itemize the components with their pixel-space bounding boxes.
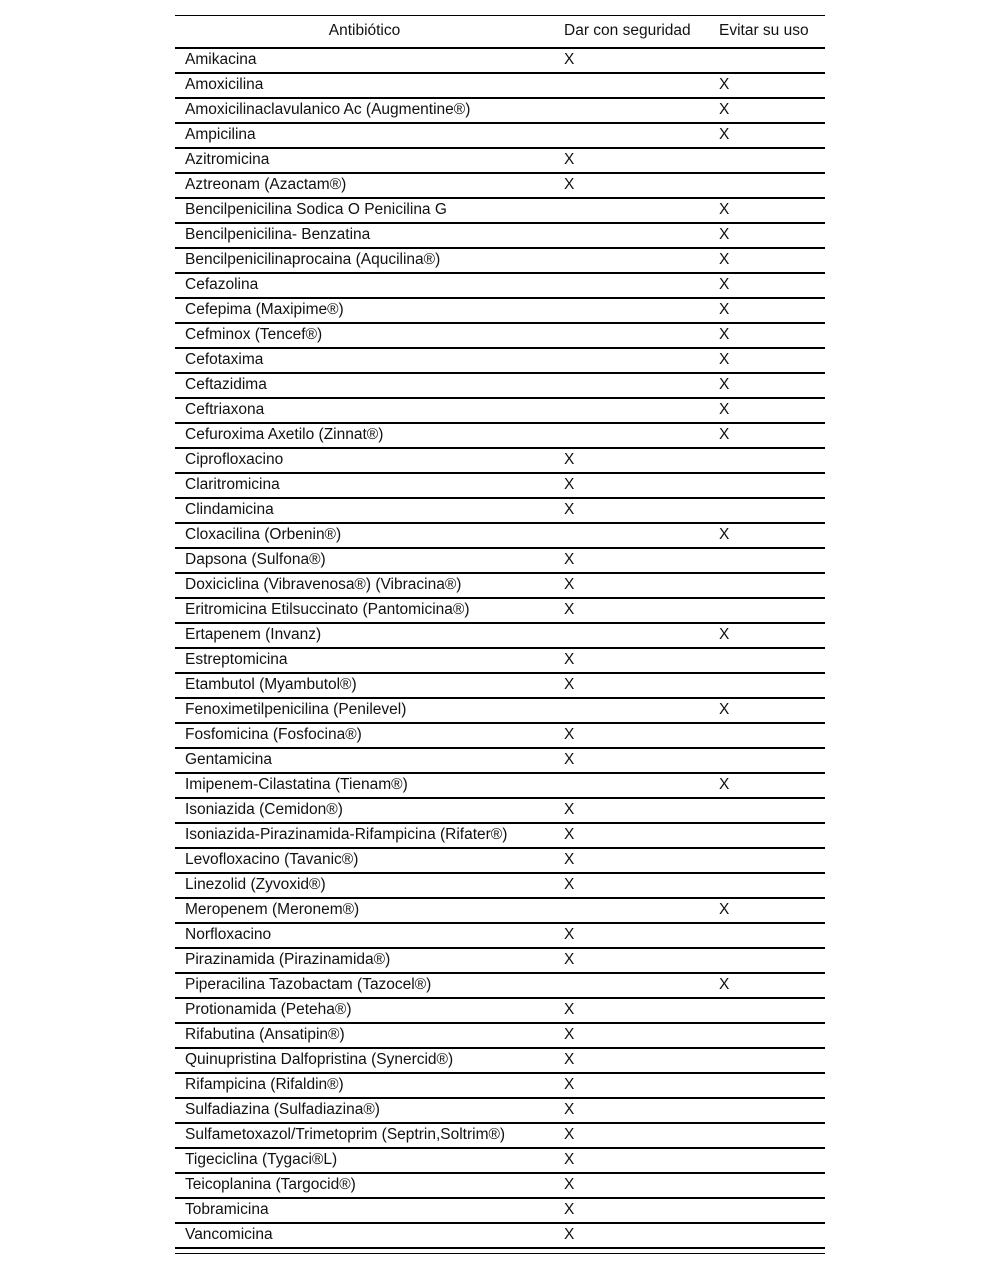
avoid-mark-cell: X bbox=[709, 373, 825, 398]
table-row bbox=[175, 448, 825, 473]
table-row bbox=[175, 148, 825, 173]
antibiotic-name-cell: Norfloxacino bbox=[175, 923, 554, 948]
avoid-mark-cell bbox=[709, 648, 825, 673]
avoid-mark-cell bbox=[709, 148, 825, 173]
antibiotic-name-cell: Tobramicina bbox=[175, 1198, 554, 1223]
safe-mark-cell: X bbox=[554, 848, 709, 873]
safe-mark-cell: X bbox=[554, 1023, 709, 1048]
safe-mark-cell bbox=[554, 298, 709, 323]
safe-mark-cell: X bbox=[554, 648, 709, 673]
safe-mark-cell bbox=[554, 523, 709, 548]
table-row bbox=[175, 198, 825, 223]
antibiotic-name-cell: Pirazinamida (Pirazinamida®) bbox=[175, 948, 554, 973]
column-header-safe: Dar con seguridad bbox=[554, 16, 709, 48]
avoid-mark-cell bbox=[709, 498, 825, 523]
antibiotic-name-cell: Cefminox (Tencef®) bbox=[175, 323, 554, 348]
table-row bbox=[175, 248, 825, 273]
table-header bbox=[175, 16, 825, 48]
avoid-mark-cell bbox=[709, 1098, 825, 1123]
safe-mark-cell: X bbox=[554, 798, 709, 823]
antibiotic-name-cell: Amoxicilina bbox=[175, 73, 554, 98]
antibiotic-name-cell: Rifabutina (Ansatipin®) bbox=[175, 1023, 554, 1048]
antibiotic-name-cell: Sulfadiazina (Sulfadiazina®) bbox=[175, 1098, 554, 1123]
antibiotic-name-cell: Ciprofloxacino bbox=[175, 448, 554, 473]
table-row bbox=[175, 398, 825, 423]
safe-mark-cell: X bbox=[554, 823, 709, 848]
antibiotic-name-cell: Dapsona (Sulfona®) bbox=[175, 548, 554, 573]
safe-mark-cell: X bbox=[554, 448, 709, 473]
avoid-mark-cell: X bbox=[709, 123, 825, 148]
safe-mark-cell: X bbox=[554, 1123, 709, 1148]
table-row bbox=[175, 773, 825, 798]
safe-mark-cell bbox=[554, 898, 709, 923]
safe-mark-cell: X bbox=[554, 1223, 709, 1248]
antibiotic-name-cell: Ceftazidima bbox=[175, 373, 554, 398]
table-row bbox=[175, 823, 825, 848]
table-bottom-rule bbox=[175, 1253, 825, 1254]
avoid-mark-cell: X bbox=[709, 98, 825, 123]
avoid-mark-cell bbox=[709, 673, 825, 698]
safe-mark-cell: X bbox=[554, 1048, 709, 1073]
safe-mark-cell: X bbox=[554, 1073, 709, 1098]
avoid-mark-cell bbox=[709, 723, 825, 748]
safe-mark-cell bbox=[554, 973, 709, 998]
safe-mark-cell: X bbox=[554, 598, 709, 623]
avoid-mark-cell bbox=[709, 798, 825, 823]
antibiotic-name-cell: Sulfametoxazol/Trimetoprim (Septrin,Soltrim®) bbox=[175, 1123, 554, 1148]
table-row bbox=[175, 523, 825, 548]
antibiotic-name-cell: Fenoximetilpenicilina (Penilevel) bbox=[175, 698, 554, 723]
avoid-mark-cell bbox=[709, 1048, 825, 1073]
table-row bbox=[175, 1048, 825, 1073]
antibiotic-name-cell: Piperacilina Tazobactam (Tazocel®) bbox=[175, 973, 554, 998]
table-row bbox=[175, 348, 825, 373]
table-row bbox=[175, 648, 825, 673]
safe-mark-cell bbox=[554, 398, 709, 423]
safe-mark-cell bbox=[554, 73, 709, 98]
antibiotic-name-cell: Doxiciclina (Vibravenosa®) (Vibracina®) bbox=[175, 573, 554, 598]
table-row bbox=[175, 723, 825, 748]
avoid-mark-cell bbox=[709, 448, 825, 473]
avoid-mark-cell: X bbox=[709, 773, 825, 798]
avoid-mark-cell bbox=[709, 823, 825, 848]
antibiotic-name-cell: Claritromicina bbox=[175, 473, 554, 498]
avoid-mark-cell: X bbox=[709, 223, 825, 248]
table-row bbox=[175, 423, 825, 448]
table-row bbox=[175, 1098, 825, 1123]
safe-mark-cell bbox=[554, 373, 709, 398]
avoid-mark-cell bbox=[709, 923, 825, 948]
antibiotic-name-cell: Meropenem (Meronem®) bbox=[175, 898, 554, 923]
table-row bbox=[175, 998, 825, 1023]
safe-mark-cell: X bbox=[554, 948, 709, 973]
avoid-mark-cell bbox=[709, 1023, 825, 1048]
antibiotic-safety-table bbox=[175, 15, 825, 1249]
safe-mark-cell bbox=[554, 348, 709, 373]
table-row bbox=[175, 323, 825, 348]
avoid-mark-cell: X bbox=[709, 198, 825, 223]
antibiotic-name-cell: Bencilpenicilina- Benzatina bbox=[175, 223, 554, 248]
avoid-mark-cell bbox=[709, 473, 825, 498]
antibiotic-name-cell: Amoxicilinaclavulanico Ac (Augmentine®) bbox=[175, 98, 554, 123]
avoid-mark-cell bbox=[709, 873, 825, 898]
table-row bbox=[175, 1223, 825, 1248]
table-row bbox=[175, 623, 825, 648]
avoid-mark-cell bbox=[709, 548, 825, 573]
safe-mark-cell bbox=[554, 223, 709, 248]
safe-mark-cell: X bbox=[554, 48, 709, 73]
safe-mark-cell bbox=[554, 623, 709, 648]
table-row bbox=[175, 298, 825, 323]
table-row bbox=[175, 123, 825, 148]
avoid-mark-cell bbox=[709, 1173, 825, 1198]
avoid-mark-cell: X bbox=[709, 298, 825, 323]
antibiotic-name-cell: Isoniazida (Cemidon®) bbox=[175, 798, 554, 823]
safe-mark-cell: X bbox=[554, 148, 709, 173]
header-row bbox=[175, 16, 825, 48]
table-row bbox=[175, 1023, 825, 1048]
antibiotic-name-cell: Cefuroxima Axetilo (Zinnat®) bbox=[175, 423, 554, 448]
table-row bbox=[175, 473, 825, 498]
table-row bbox=[175, 1173, 825, 1198]
avoid-mark-cell: X bbox=[709, 323, 825, 348]
antibiotic-name-cell: Bencilpenicilinaprocaina (Aqucilina®) bbox=[175, 248, 554, 273]
safe-mark-cell: X bbox=[554, 723, 709, 748]
table-row bbox=[175, 923, 825, 948]
antibiotic-name-cell: Cefepima (Maxipime®) bbox=[175, 298, 554, 323]
table-row bbox=[175, 373, 825, 398]
avoid-mark-cell bbox=[709, 848, 825, 873]
table-row bbox=[175, 1123, 825, 1148]
table-row bbox=[175, 1073, 825, 1098]
safe-mark-cell bbox=[554, 273, 709, 298]
antibiotic-name-cell: Cefazolina bbox=[175, 273, 554, 298]
safe-mark-cell: X bbox=[554, 873, 709, 898]
avoid-mark-cell: X bbox=[709, 273, 825, 298]
antibiotic-name-cell: Protionamida (Peteha®) bbox=[175, 998, 554, 1023]
table-row bbox=[175, 598, 825, 623]
avoid-mark-cell bbox=[709, 48, 825, 73]
table-row bbox=[175, 698, 825, 723]
safe-mark-cell bbox=[554, 198, 709, 223]
table-row bbox=[175, 873, 825, 898]
safe-mark-cell bbox=[554, 423, 709, 448]
avoid-mark-cell: X bbox=[709, 973, 825, 998]
avoid-mark-cell: X bbox=[709, 623, 825, 648]
safe-mark-cell: X bbox=[554, 998, 709, 1023]
avoid-mark-cell: X bbox=[709, 523, 825, 548]
column-header-avoid: Evitar su uso bbox=[709, 16, 825, 48]
safe-mark-cell: X bbox=[554, 173, 709, 198]
column-header-antibiotic: Antibiótico bbox=[175, 16, 554, 48]
safe-mark-cell bbox=[554, 698, 709, 723]
avoid-mark-cell: X bbox=[709, 423, 825, 448]
safe-mark-cell: X bbox=[554, 548, 709, 573]
table-row bbox=[175, 173, 825, 198]
safe-mark-cell: X bbox=[554, 673, 709, 698]
avoid-mark-cell bbox=[709, 1123, 825, 1148]
antibiotic-name-cell: Levofloxacino (Tavanic®) bbox=[175, 848, 554, 873]
avoid-mark-cell bbox=[709, 1223, 825, 1248]
antibiotic-name-cell: Vancomicina bbox=[175, 1223, 554, 1248]
antibiotic-name-cell: Quinupristina Dalfopristina (Synercid®) bbox=[175, 1048, 554, 1073]
table-row bbox=[175, 748, 825, 773]
antibiotic-name-cell: Cefotaxima bbox=[175, 348, 554, 373]
antibiotic-name-cell: Estreptomicina bbox=[175, 648, 554, 673]
safe-mark-cell: X bbox=[554, 1198, 709, 1223]
safe-mark-cell: X bbox=[554, 923, 709, 948]
antibiotic-name-cell: Imipenem-Cilastatina (Tienam®) bbox=[175, 773, 554, 798]
table-row bbox=[175, 1148, 825, 1173]
safe-mark-cell: X bbox=[554, 473, 709, 498]
avoid-mark-cell bbox=[709, 748, 825, 773]
safe-mark-cell: X bbox=[554, 748, 709, 773]
antibiotic-name-cell: Cloxacilina (Orbenin®) bbox=[175, 523, 554, 548]
table-row bbox=[175, 573, 825, 598]
avoid-mark-cell: X bbox=[709, 348, 825, 373]
safe-mark-cell: X bbox=[554, 1148, 709, 1173]
avoid-mark-cell bbox=[709, 948, 825, 973]
safe-mark-cell bbox=[554, 248, 709, 273]
antibiotic-name-cell: Ceftriaxona bbox=[175, 398, 554, 423]
avoid-mark-cell bbox=[709, 998, 825, 1023]
antibiotic-name-cell: Tigeciclina (Tygaci®L) bbox=[175, 1148, 554, 1173]
antibiotic-name-cell: Bencilpenicilina Sodica O Penicilina G bbox=[175, 198, 554, 223]
table-row bbox=[175, 948, 825, 973]
antibiotic-name-cell: Fosfomicina (Fosfocina®) bbox=[175, 723, 554, 748]
avoid-mark-cell: X bbox=[709, 698, 825, 723]
safe-mark-cell: X bbox=[554, 1173, 709, 1198]
safe-mark-cell: X bbox=[554, 1098, 709, 1123]
antibiotic-name-cell: Ertapenem (Invanz) bbox=[175, 623, 554, 648]
table-row bbox=[175, 48, 825, 73]
antibiotic-name-cell: Ampicilina bbox=[175, 123, 554, 148]
avoid-mark-cell: X bbox=[709, 398, 825, 423]
antibiotic-name-cell: Teicoplanina (Targocid®) bbox=[175, 1173, 554, 1198]
antibiotic-name-cell: Clindamicina bbox=[175, 498, 554, 523]
table-row bbox=[175, 223, 825, 248]
table-row bbox=[175, 73, 825, 98]
table-row bbox=[175, 898, 825, 923]
avoid-mark-cell bbox=[709, 1198, 825, 1223]
avoid-mark-cell: X bbox=[709, 248, 825, 273]
antibiotic-name-cell: Aztreonam (Azactam®) bbox=[175, 173, 554, 198]
antibiotic-safety-table-container bbox=[175, 15, 825, 1254]
antibiotic-name-cell: Gentamicina bbox=[175, 748, 554, 773]
safe-mark-cell bbox=[554, 123, 709, 148]
safe-mark-cell: X bbox=[554, 573, 709, 598]
safe-mark-cell: X bbox=[554, 498, 709, 523]
table-body bbox=[175, 48, 825, 1248]
table-row bbox=[175, 273, 825, 298]
antibiotic-name-cell: Linezolid (Zyvoxid®) bbox=[175, 873, 554, 898]
antibiotic-name-cell: Azitromicina bbox=[175, 148, 554, 173]
table-row bbox=[175, 848, 825, 873]
table-row bbox=[175, 548, 825, 573]
antibiotic-name-cell: Eritromicina Etilsuccinato (Pantomicina®) bbox=[175, 598, 554, 623]
safe-mark-cell bbox=[554, 98, 709, 123]
table-row bbox=[175, 673, 825, 698]
avoid-mark-cell: X bbox=[709, 73, 825, 98]
table-row bbox=[175, 1198, 825, 1223]
avoid-mark-cell bbox=[709, 598, 825, 623]
antibiotic-name-cell: Rifampicina (Rifaldin®) bbox=[175, 1073, 554, 1098]
avoid-mark-cell bbox=[709, 173, 825, 198]
table-row bbox=[175, 498, 825, 523]
safe-mark-cell bbox=[554, 323, 709, 348]
avoid-mark-cell bbox=[709, 1073, 825, 1098]
avoid-mark-cell bbox=[709, 1148, 825, 1173]
safe-mark-cell bbox=[554, 773, 709, 798]
avoid-mark-cell: X bbox=[709, 898, 825, 923]
avoid-mark-cell bbox=[709, 573, 825, 598]
table-row bbox=[175, 798, 825, 823]
table-row bbox=[175, 973, 825, 998]
antibiotic-name-cell: Amikacina bbox=[175, 48, 554, 73]
table-row bbox=[175, 98, 825, 123]
antibiotic-name-cell: Isoniazida-Pirazinamida-Rifampicina (Rifater®) bbox=[175, 823, 554, 848]
antibiotic-name-cell: Etambutol (Myambutol®) bbox=[175, 673, 554, 698]
